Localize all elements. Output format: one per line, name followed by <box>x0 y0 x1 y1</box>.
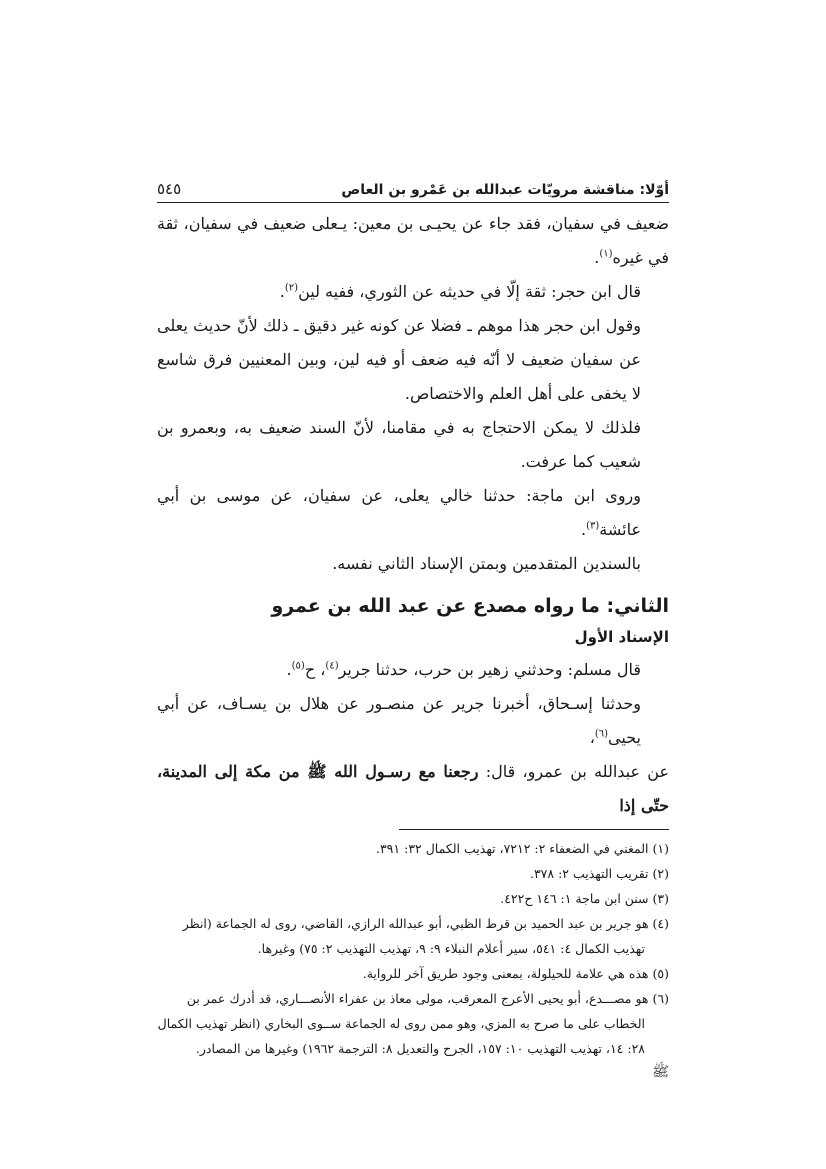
page-number: ٥٤٥ <box>157 180 182 198</box>
end-mark: ﷺ <box>652 1064 669 1080</box>
hadith-text: رجعنا مع رسـول الله ﷺ من مكة إلى المدينة، حتّى إذا <box>157 762 669 815</box>
section-heading: الثاني: ما رواه مصدع عن عبد الله بن عمرو <box>271 595 669 617</box>
book-page <box>157 180 669 1083</box>
footnote-5: (٥) هذه هي علامة للحيلولة، بمعنى وجود طريق آخر للرواية. <box>362 966 669 981</box>
paragraph-2: قال ابن حجر: ثقة إلّا في حديثه عن الثوري، ففيه لين$^{(٢)}$. <box>279 282 641 301</box>
footnote-ref-6: (٦) <box>594 728 609 740</box>
paragraph-8: وحدثنا إسـحاق، أخبرنا جرير عن منصـور عن هلال بن يسـاف، عن أبي يحيى$^{(٦)}$، <box>157 694 641 747</box>
footnote-3: (٣) سنن ابن ماجة ١: ١٤٦ ح٤٢٢. <box>500 891 669 906</box>
paragraph-7: قال مسلم: وحدثني زهير بن حرب، حدثنا جرير$^{(٤)}$، ح$^{(٥)}$. <box>286 660 641 679</box>
footnote-ref-3: (٣) <box>586 520 600 532</box>
footnote-ref-5: (٥) <box>291 660 305 672</box>
footnote-6-continued-2: ٢٨: ١٤، تهذيب التهذيب ١٠: ١٥٧، الجرح والتعديل ٨: الترجمة ١٩٦٢) وغيرها من المصادر. <box>195 1041 645 1056</box>
running-header <box>157 180 669 203</box>
footnote-4: (٤) هو جرير بن عبد الحميد بن قرط الظبي، أبو عبدالله الرازي، القاضي، روى له الجماعة (انظر <box>182 916 669 931</box>
paragraph-1: ضعيف في سفيان، فقد جاء عن يحيـى بن معين: يـعلى ضعيف في سفيان، ثقة في غيره$^{(١)}$. <box>157 214 669 267</box>
footnote-ref-4: (٤) <box>325 660 339 672</box>
footnote-2: (٢) تقريب التهذيب ٢: ٣٧٨. <box>529 866 669 881</box>
sub-heading: الإسناد الأول <box>574 628 669 646</box>
paragraph-4: فلذلك لا يمكن الاحتجاج به في مقامنا، لأنّ السند ضعيف به، وبعمرو بن شعيب كما عرفت. <box>157 418 641 471</box>
paragraph-9: عن عبدالله بن عمرو، قال: رجعنا مع رسـول الله ﷺ من مكة إلى المدينة، حتّى إذا <box>157 762 670 815</box>
footnote-4-continued: تهذيب الكمال ٤: ٥٤١، سير أعلام النبلاء ٩: ٩، تهذيب التهذيب ٢: ٧٥) وغيرها. <box>257 941 645 956</box>
paragraph-6: بالسندين المتقدمين وبمتن الإسناد الثاني نفسه. <box>332 554 641 573</box>
chapter-title: أوّلا: مناقشة مرويّات عبدالله بن عَمْرو بن العاص <box>341 182 669 198</box>
footnote-divider <box>399 829 669 830</box>
footnotes <box>157 836 669 1061</box>
paragraph-3: وقول ابن حجر هذا موهم ـ فضلا عن كونه غير دقيق ـ ذلك لأنّ حديث يعلى عن سفيان ضعيف لا أنّه فيه ضعف أو فيه لين، وبين المعنيين فرق شاسع لا يخفى على أهل العلم والاختصاص. <box>157 316 641 403</box>
footnote-ref-1: (١) <box>599 248 613 260</box>
footnote-ref-2: (٢) <box>284 282 299 294</box>
footnote-6: (٦) هو مصـــدع، أبو يحيى الأعرج المعرقب، مولى معاذ بن عفراء الأنصـــاري، قد أدرك عمر بن <box>186 991 669 1006</box>
paragraph-5: وروى ابن ماجة: حدثنا خالي يعلى، عن سفيان، عن موسى بن أبي عائشة$^{(٣)}$. <box>157 486 641 539</box>
footnote-1: (١) المغني في الضعفاء ٢: ٧٢١٢، تهذيب الكمال ٣٢: ٣٩١. <box>375 841 669 856</box>
footnote-6-continued-1: الخطاب على ما صرح به المزي، وهو ممن روى له الجماعة ســوى البخاري (انظر تهذيب الكمال <box>157 1016 645 1031</box>
